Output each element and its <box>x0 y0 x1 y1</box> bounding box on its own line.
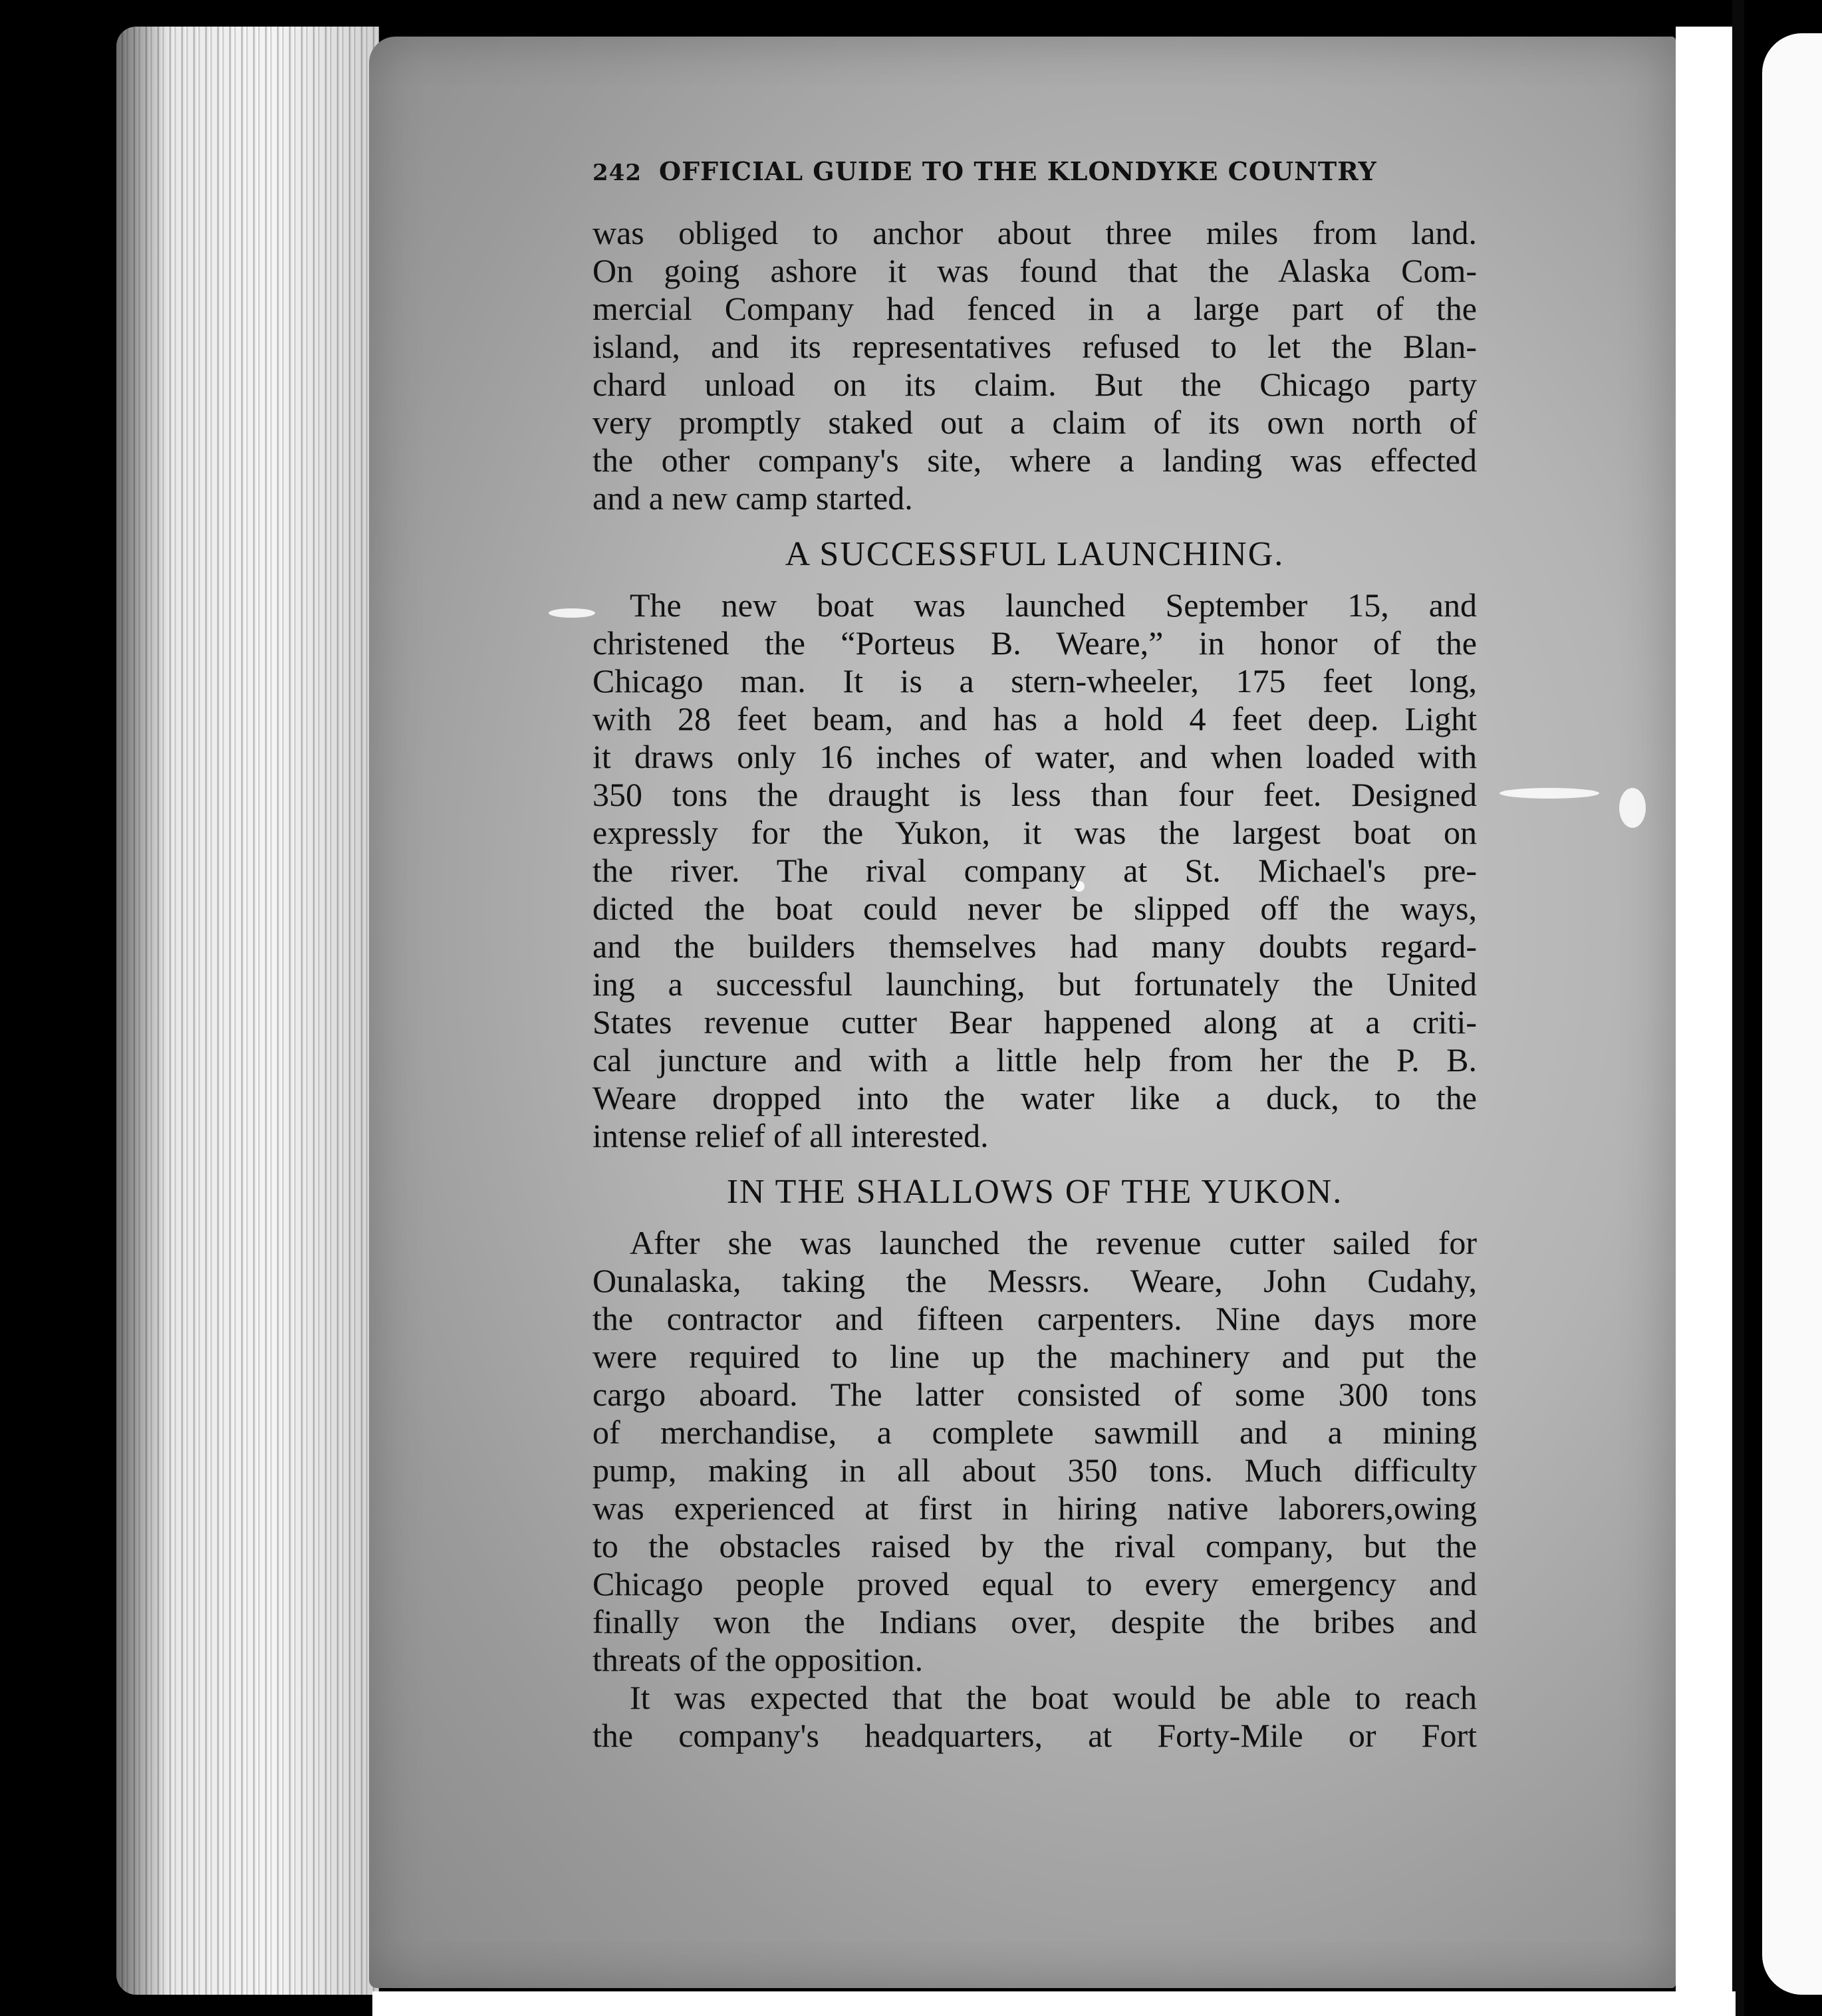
text-line: pump, making in all about 350 tons. Much difficulty <box>592 1451 1477 1489</box>
text-line: with 28 feet beam, and has a hold 4 feet deep. Light <box>592 700 1477 737</box>
text-line: dicted the boat could never be slipped off the ways, <box>592 890 1477 927</box>
text-line: expressly for the Yukon, it was the largest boat on <box>592 814 1477 851</box>
text-line: very promptly staked out a claim of its own north of <box>592 404 1477 441</box>
text-line: of merchandise, a complete sawmill and a mining <box>592 1414 1477 1451</box>
text-column <box>592 156 1477 1755</box>
paragraph-3 <box>592 1224 1477 1679</box>
text-line: Chicago man. It is a stern-wheeler, 175 feet long, <box>592 662 1477 699</box>
text-line: christened the “Porteus B. Weare,” in honor of the <box>592 624 1477 662</box>
text-line: 350 tons the draught is less than four feet. Designed <box>592 776 1477 813</box>
facing-page-edge <box>1762 33 1822 1995</box>
page-edges <box>116 27 379 1995</box>
running-head <box>592 156 1477 186</box>
bottom-board <box>372 1991 1736 2016</box>
text-line: and a new camp started. <box>592 479 913 517</box>
text-line: mercial Company had fenced in a large part of the <box>592 290 1477 327</box>
paragraph-4 <box>592 1679 1477 1755</box>
text-line: cargo aboard. The latter consisted of some 300 tons <box>592 1376 1477 1413</box>
text-line: it draws only 16 inches of water, and when loaded with <box>592 738 1477 775</box>
text-line: to the obstacles raised by the rival company, but the <box>592 1527 1477 1565</box>
text-line: was experienced at first in hiring native laborers,owing <box>592 1489 1477 1527</box>
text-line: After she was launched the revenue cutter sailed for <box>630 1224 1477 1261</box>
right-board <box>1676 27 1732 1995</box>
dust-speck <box>1499 788 1599 799</box>
text-line: were required to line up the machinery and put the <box>592 1338 1477 1375</box>
text-line: finally won the Indians over, despite the bribes and <box>592 1603 1477 1640</box>
text-line: was obliged to anchor about three miles from land. <box>592 214 1477 251</box>
text-line: It was expected that the boat would be able to reach <box>630 1679 1477 1716</box>
text-line: Chicago people proved equal to every emergency and <box>592 1565 1477 1602</box>
dust-speck <box>549 608 595 618</box>
paragraph-1 <box>592 214 1477 517</box>
text-line: States revenue cutter Bear happened along at a criti- <box>592 1003 1477 1041</box>
text-line: and the builders themselves had many doubts regard- <box>592 928 1477 965</box>
paragraph-2 <box>592 586 1477 1155</box>
text-line: intense relief of all interested. <box>592 1117 989 1154</box>
section-heading: IN THE SHALLOWS OF THE YUKON. <box>726 1173 1343 1211</box>
text-line: chard unload on its claim. But the Chicago party <box>592 366 1477 403</box>
page-number: 242 <box>592 160 642 186</box>
text-line: the river. The rival company at St. Michael's pre- <box>592 852 1477 889</box>
section-heading: A SUCCESSFUL LAUNCHING. <box>785 535 1285 573</box>
text-line: The new boat was launched September 15, and <box>630 586 1477 624</box>
text-line: island, and its representatives refused to let the Blan- <box>592 328 1477 365</box>
book-page <box>369 37 1676 1988</box>
text-line: On going ashore it was found that the Alaska Com- <box>592 252 1477 289</box>
text-line: cal juncture and with a little help from her the P. B. <box>592 1041 1477 1078</box>
text-line: the contractor and fifteen carpenters. Nine days more <box>592 1300 1477 1337</box>
text-line: Weare dropped into the water like a duck, to the <box>592 1079 1477 1116</box>
gutter-shadow <box>1732 0 1744 2016</box>
text-line: the company's headquarters, at Forty-Mile or Fort <box>592 1717 1477 1754</box>
dust-speck <box>1619 788 1646 828</box>
running-title: OFFICIAL GUIDE TO THE KLONDYKE COUNTRY <box>658 156 1377 186</box>
text-line: the other company's site, where a landing was effected <box>592 441 1477 479</box>
text-line: Ounalaska, taking the Messrs. Weare, John Cudahy, <box>592 1262 1477 1299</box>
text-line: ing a successful launching, but fortunately the United <box>592 965 1477 1003</box>
text-line: threats of the opposition. <box>592 1641 924 1678</box>
